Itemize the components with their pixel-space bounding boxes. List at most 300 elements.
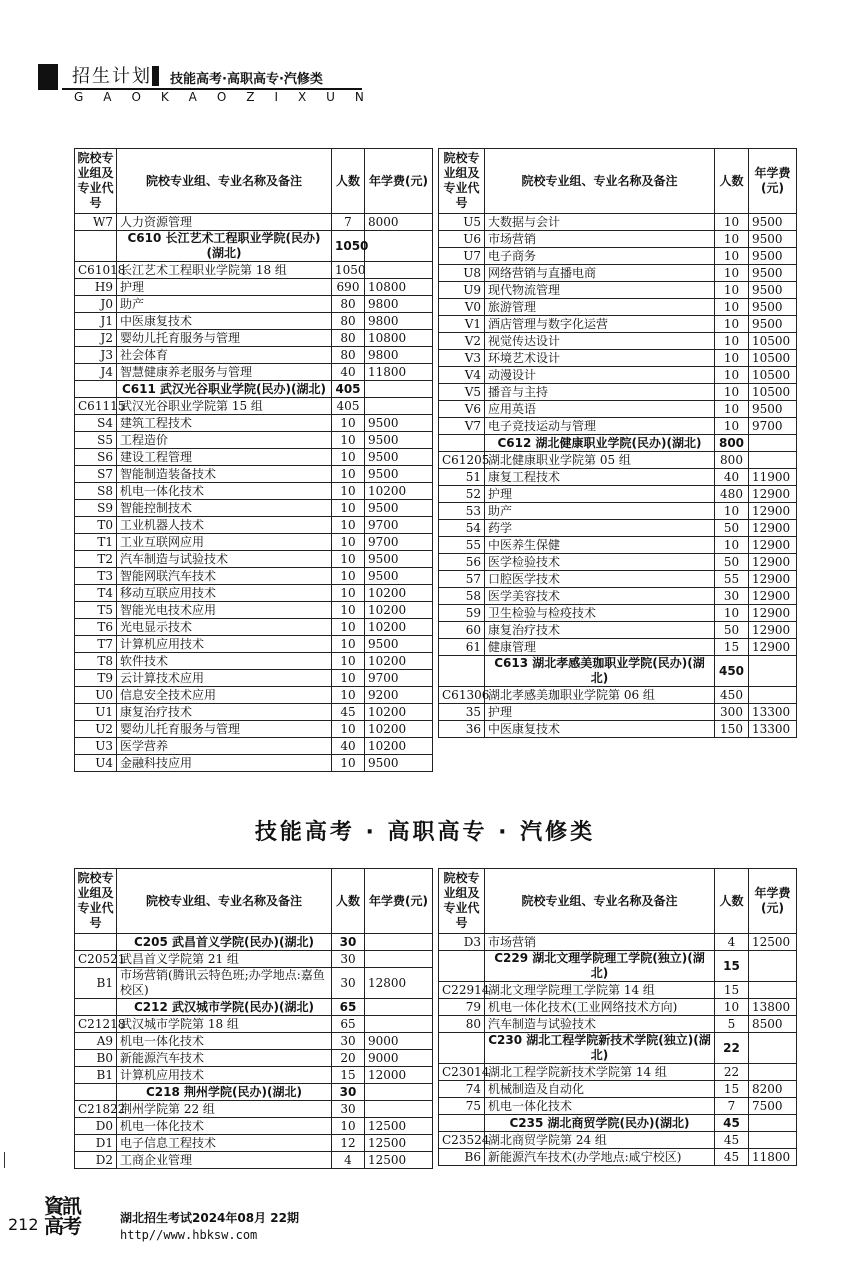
name-cell: 口腔医学技术 (485, 571, 715, 588)
fee-cell: 11800 (749, 1149, 797, 1166)
table-row (75, 585, 433, 602)
fee-cell: 12900 (749, 588, 797, 605)
name-cell: 金融科技应用 (117, 755, 332, 772)
school-row (439, 656, 797, 687)
school-row (439, 951, 797, 982)
name-cell: 湖北商贸学院第 24 组 (485, 1132, 715, 1149)
count-cell: 10 (332, 517, 365, 534)
count-cell: 10 (715, 401, 749, 418)
fee-cell: 9500 (749, 214, 797, 231)
enrollment-table-top-right (438, 148, 797, 738)
header-count: 人数 (715, 149, 749, 214)
count-cell: 450 (715, 656, 749, 687)
header-divider-bar (152, 66, 159, 86)
name-cell: 电子信息工程技术 (117, 1135, 332, 1152)
table-row (75, 517, 433, 534)
table-row (439, 316, 797, 333)
code-cell (75, 999, 117, 1016)
name-cell: 大数据与会计 (485, 214, 715, 231)
code-cell: J4 (75, 364, 117, 381)
count-cell: 55 (715, 571, 749, 588)
table-row (439, 704, 797, 721)
name-cell: 智慧健康养老服务与管理 (117, 364, 332, 381)
code-cell: W7 (75, 214, 117, 231)
count-cell: 690 (332, 279, 365, 296)
name-cell: 市场营销 (485, 231, 715, 248)
table-row (75, 398, 433, 415)
fee-cell: 10500 (749, 350, 797, 367)
count-cell: 10 (332, 670, 365, 687)
name-cell: 旅游管理 (485, 299, 715, 316)
table-row (439, 452, 797, 469)
name-cell: 康复工程技术 (485, 469, 715, 486)
table-row (75, 262, 433, 279)
header-code: 院校专业组及专业代号 (439, 869, 485, 934)
fee-cell (365, 1016, 433, 1033)
code-cell: T6 (75, 619, 117, 636)
fee-cell: 9500 (365, 636, 433, 653)
table-row (439, 1132, 797, 1149)
count-cell: 10 (715, 282, 749, 299)
fee-cell (749, 1064, 797, 1081)
code-cell: T9 (75, 670, 117, 687)
code-cell: 80 (439, 1016, 485, 1033)
name-cell: 中医康复技术 (485, 721, 715, 738)
count-cell: 10 (715, 537, 749, 554)
code-cell: V5 (439, 384, 485, 401)
code-cell: T2 (75, 551, 117, 568)
table-row (75, 313, 433, 330)
code-cell: U6 (439, 231, 485, 248)
name-cell: C610 长江艺术工程职业学院(民办)(湖北) (117, 231, 332, 262)
fee-cell: 9500 (365, 449, 433, 466)
fee-cell: 10800 (365, 279, 433, 296)
fee-cell: 9500 (749, 316, 797, 333)
header-letter: U (326, 90, 335, 104)
code-cell: B6 (439, 1149, 485, 1166)
count-cell: 12 (332, 1135, 365, 1152)
school-row (75, 999, 433, 1016)
fee-cell: 10200 (365, 483, 433, 500)
fee-cell: 10800 (365, 330, 433, 347)
fee-cell: 9800 (365, 347, 433, 364)
code-cell: 75 (439, 1098, 485, 1115)
school-row (75, 1084, 433, 1101)
name-cell: 云计算技术应用 (117, 670, 332, 687)
table-row (439, 469, 797, 486)
table-row (75, 721, 433, 738)
count-cell: 10 (715, 605, 749, 622)
fee-cell: 9500 (749, 282, 797, 299)
table-row (439, 282, 797, 299)
fee-cell: 12500 (365, 1152, 433, 1169)
code-cell: V4 (439, 367, 485, 384)
fee-cell (749, 1132, 797, 1149)
header-code: 院校专业组及专业代号 (75, 869, 117, 934)
code-cell: C21822 (75, 1101, 117, 1118)
count-cell: 45 (715, 1115, 749, 1132)
table-row (439, 999, 797, 1016)
school-row (439, 1115, 797, 1132)
code-cell: 53 (439, 503, 485, 520)
code-cell: 61 (439, 639, 485, 656)
name-cell: 荆州学院第 22 组 (117, 1101, 332, 1118)
count-cell: 5 (715, 1016, 749, 1033)
table-row (75, 415, 433, 432)
fee-cell (749, 435, 797, 452)
table-row (75, 670, 433, 687)
fee-cell: 9500 (365, 466, 433, 483)
header-letter: O (131, 90, 141, 104)
count-cell: 10 (332, 653, 365, 670)
count-cell: 40 (715, 469, 749, 486)
code-cell: J3 (75, 347, 117, 364)
table-row (439, 982, 797, 999)
header-fee: 年学费(元) (749, 149, 797, 214)
code-cell: S5 (75, 432, 117, 449)
count-cell: 45 (715, 1149, 749, 1166)
code-cell: J1 (75, 313, 117, 330)
table-row (75, 1016, 433, 1033)
name-cell: 湖北孝感美珈职业学院第 06 组 (485, 687, 715, 704)
name-cell: 医学检验技术 (485, 554, 715, 571)
code-cell: 57 (439, 571, 485, 588)
table-row (439, 214, 797, 231)
count-cell: 10 (332, 687, 365, 704)
name-cell: 医学营养 (117, 738, 332, 755)
code-cell (75, 381, 117, 398)
count-cell: 45 (332, 704, 365, 721)
count-cell: 10 (332, 585, 365, 602)
fee-cell: 12900 (749, 520, 797, 537)
code-cell (75, 1084, 117, 1101)
table-row (75, 1050, 433, 1067)
count-cell: 30 (332, 934, 365, 951)
table-row (75, 296, 433, 313)
count-cell: 10 (715, 265, 749, 282)
school-row (75, 231, 433, 262)
count-cell: 40 (332, 738, 365, 755)
name-cell: 移动互联应用技术 (117, 585, 332, 602)
fee-cell: 13300 (749, 721, 797, 738)
code-cell: T0 (75, 517, 117, 534)
count-cell: 10 (715, 367, 749, 384)
fee-cell (365, 1084, 433, 1101)
name-cell: C205 武昌首义学院(民办)(湖北) (117, 934, 332, 951)
table-row (75, 466, 433, 483)
code-cell: U8 (439, 265, 485, 282)
name-cell: C611 武汉光谷职业学院(民办)(湖北) (117, 381, 332, 398)
code-cell: U0 (75, 687, 117, 704)
header-code: 院校专业组及专业代号 (439, 149, 485, 214)
name-cell: 机电一体化技术 (117, 483, 332, 500)
table-row (439, 1081, 797, 1098)
count-cell: 15 (715, 951, 749, 982)
name-cell: 机电一体化技术 (485, 1098, 715, 1115)
count-cell: 10 (332, 483, 365, 500)
code-cell (439, 1115, 485, 1132)
table-row (439, 418, 797, 435)
table-row (75, 1135, 433, 1152)
fee-cell (365, 934, 433, 951)
header-letter: N (354, 90, 364, 104)
table-header-row (75, 869, 433, 934)
code-cell: 51 (439, 469, 485, 486)
table-row (75, 449, 433, 466)
table-row (75, 602, 433, 619)
section-title: 技能高考 · 高职高专 · 汽修类 (254, 820, 596, 845)
table-row (75, 483, 433, 500)
name-cell: 新能源汽车技术 (117, 1050, 332, 1067)
name-cell: 信息安全技术应用 (117, 687, 332, 704)
name-cell: 助产 (117, 296, 332, 313)
code-cell: T8 (75, 653, 117, 670)
count-cell: 800 (715, 452, 749, 469)
name-cell: 汽车制造与试验技术 (485, 1016, 715, 1033)
count-cell: 80 (332, 296, 365, 313)
header-black-block (38, 64, 58, 90)
name-cell: 汽车制造与试验技术 (117, 551, 332, 568)
count-cell: 30 (332, 1101, 365, 1118)
table-row (439, 401, 797, 418)
fee-cell: 12900 (749, 571, 797, 588)
count-cell: 10 (332, 619, 365, 636)
name-cell: 社会体育 (117, 347, 332, 364)
header-fee: 年学费(元) (365, 869, 433, 934)
name-cell: 工业机器人技术 (117, 517, 332, 534)
count-cell: 10 (715, 350, 749, 367)
name-cell: 智能控制技术 (117, 500, 332, 517)
name-cell: 护理 (485, 704, 715, 721)
table-row (75, 432, 433, 449)
header-name: 院校专业组、专业名称及备注 (117, 869, 332, 934)
fee-cell: 9800 (365, 296, 433, 313)
fee-cell: 9500 (749, 265, 797, 282)
fee-cell: 9000 (365, 1050, 433, 1067)
count-cell: 4 (332, 1152, 365, 1169)
count-cell: 300 (715, 704, 749, 721)
code-cell: B0 (75, 1050, 117, 1067)
fee-cell: 9500 (749, 299, 797, 316)
fee-cell (365, 231, 433, 262)
table-row (439, 231, 797, 248)
fee-cell: 10200 (365, 619, 433, 636)
fee-cell: 10500 (749, 333, 797, 350)
code-cell: J2 (75, 330, 117, 347)
table-row (75, 1101, 433, 1118)
count-cell: 15 (715, 982, 749, 999)
table-row (439, 934, 797, 951)
fee-cell (749, 1033, 797, 1064)
fee-cell: 10200 (365, 602, 433, 619)
name-cell: 卫生检验与检疫技术 (485, 605, 715, 622)
code-cell: T7 (75, 636, 117, 653)
code-cell: S6 (75, 449, 117, 466)
name-cell: 助产 (485, 503, 715, 520)
fee-cell: 9700 (365, 534, 433, 551)
name-cell: 湖北文理学院理工学院第 14 组 (485, 982, 715, 999)
table-row (75, 1067, 433, 1084)
table-row (439, 248, 797, 265)
code-cell: 52 (439, 486, 485, 503)
fee-cell (749, 951, 797, 982)
count-cell: 10 (332, 568, 365, 585)
code-cell: C20521 (75, 951, 117, 968)
name-cell: 武汉光谷职业学院第 15 组 (117, 398, 332, 415)
name-cell: C230 湖北工程学院新技术学院(独立)(湖北) (485, 1033, 715, 1064)
table-row (439, 605, 797, 622)
code-cell (439, 951, 485, 982)
count-cell: 10 (332, 1118, 365, 1135)
fee-cell (365, 262, 433, 279)
name-cell: 视觉传达设计 (485, 333, 715, 350)
page-subtitle: 技能高考·高职高专·汽修类 (170, 72, 323, 87)
name-cell: 光电显示技术 (117, 619, 332, 636)
name-cell: 武昌首义学院第 21 组 (117, 951, 332, 968)
name-cell: 播音与主持 (485, 384, 715, 401)
enrollment-table-top-left (74, 148, 433, 772)
table-row (439, 520, 797, 537)
fee-cell: 12500 (749, 934, 797, 951)
code-cell: D0 (75, 1118, 117, 1135)
fee-cell: 10500 (749, 384, 797, 401)
table-row (75, 347, 433, 364)
header-fee: 年学费(元) (749, 869, 797, 934)
table-row (75, 279, 433, 296)
count-cell: 450 (715, 687, 749, 704)
fee-cell: 9500 (749, 231, 797, 248)
count-cell: 10 (715, 999, 749, 1016)
fee-cell: 9500 (365, 755, 433, 772)
name-cell: 长江艺术工程职业学院第 18 组 (117, 262, 332, 279)
code-cell: U7 (439, 248, 485, 265)
code-cell: U4 (75, 755, 117, 772)
code-cell: H9 (75, 279, 117, 296)
table-row (75, 214, 433, 231)
code-cell: V0 (439, 299, 485, 316)
fee-cell: 8000 (365, 214, 433, 231)
header-letter: A (188, 90, 197, 104)
table-row (75, 1152, 433, 1169)
fee-cell: 12900 (749, 503, 797, 520)
code-cell: T5 (75, 602, 117, 619)
name-cell: 婴幼儿托育服务与管理 (117, 330, 332, 347)
fee-cell: 12500 (365, 1118, 433, 1135)
code-cell: B1 (75, 968, 117, 999)
count-cell: 10 (332, 636, 365, 653)
fee-cell (749, 656, 797, 687)
name-cell: 康复治疗技术 (485, 622, 715, 639)
count-cell: 40 (332, 364, 365, 381)
table-row (439, 486, 797, 503)
school-row (439, 1033, 797, 1064)
table-row (75, 1033, 433, 1050)
table-row (439, 571, 797, 588)
fee-cell: 12900 (749, 605, 797, 622)
code-cell: 59 (439, 605, 485, 622)
table-row (439, 367, 797, 384)
fee-cell: 10200 (365, 704, 433, 721)
header-letter: A (103, 90, 112, 104)
count-cell: 50 (715, 622, 749, 639)
table-row (439, 1064, 797, 1081)
count-cell: 150 (715, 721, 749, 738)
count-cell: 4 (715, 934, 749, 951)
code-cell: S9 (75, 500, 117, 517)
count-cell: 65 (332, 999, 365, 1016)
table-row (439, 333, 797, 350)
name-cell: 护理 (485, 486, 715, 503)
code-cell: 79 (439, 999, 485, 1016)
count-cell: 10 (715, 231, 749, 248)
name-cell: C235 湖北商贸学院(民办)(湖北) (485, 1115, 715, 1132)
code-cell: A9 (75, 1033, 117, 1050)
table-row (75, 534, 433, 551)
school-row (75, 381, 433, 398)
page-title: 招生计划 (72, 66, 152, 87)
count-cell: 30 (332, 1033, 365, 1050)
code-cell: V3 (439, 350, 485, 367)
name-cell: 电子商务 (485, 248, 715, 265)
table-row (439, 350, 797, 367)
fee-cell: 12900 (749, 486, 797, 503)
name-cell: 康复治疗技术 (117, 704, 332, 721)
fee-cell (365, 951, 433, 968)
code-cell: S7 (75, 466, 117, 483)
table-row (75, 951, 433, 968)
name-cell: 环境艺术设计 (485, 350, 715, 367)
journal-logo: 資訊高考 (44, 1194, 80, 1238)
code-cell: S8 (75, 483, 117, 500)
name-cell: 人力资源管理 (117, 214, 332, 231)
header-name: 院校专业组、专业名称及备注 (485, 149, 715, 214)
code-cell: V1 (439, 316, 485, 333)
header-code: 院校专业组及专业代号 (75, 149, 117, 214)
code-cell: U2 (75, 721, 117, 738)
count-cell: 65 (332, 1016, 365, 1033)
code-cell: S4 (75, 415, 117, 432)
fee-cell (365, 999, 433, 1016)
count-cell: 15 (715, 1081, 749, 1098)
table-row (439, 622, 797, 639)
name-cell: 计算机应用技术 (117, 1067, 332, 1084)
code-cell: U9 (439, 282, 485, 299)
count-cell: 10 (715, 503, 749, 520)
fee-cell (749, 1115, 797, 1132)
table-row (75, 636, 433, 653)
code-cell: V7 (439, 418, 485, 435)
fee-cell: 9000 (365, 1033, 433, 1050)
table-row (75, 568, 433, 585)
fee-cell: 8200 (749, 1081, 797, 1098)
name-cell: 机电一体化技术 (117, 1118, 332, 1135)
name-cell: 软件技术 (117, 653, 332, 670)
fee-cell: 10200 (365, 738, 433, 755)
count-cell: 7 (715, 1098, 749, 1115)
fee-cell: 11800 (365, 364, 433, 381)
fee-cell: 9500 (365, 551, 433, 568)
name-cell: 武汉城市学院第 18 组 (117, 1016, 332, 1033)
code-cell: 56 (439, 554, 485, 571)
fee-cell (365, 1101, 433, 1118)
fee-cell: 10200 (365, 585, 433, 602)
count-cell: 30 (332, 1084, 365, 1101)
code-cell: U3 (75, 738, 117, 755)
code-cell: C22914 (439, 982, 485, 999)
count-cell: 800 (715, 435, 749, 452)
name-cell: 计算机应用技术 (117, 636, 332, 653)
name-cell: 中医养生保健 (485, 537, 715, 554)
